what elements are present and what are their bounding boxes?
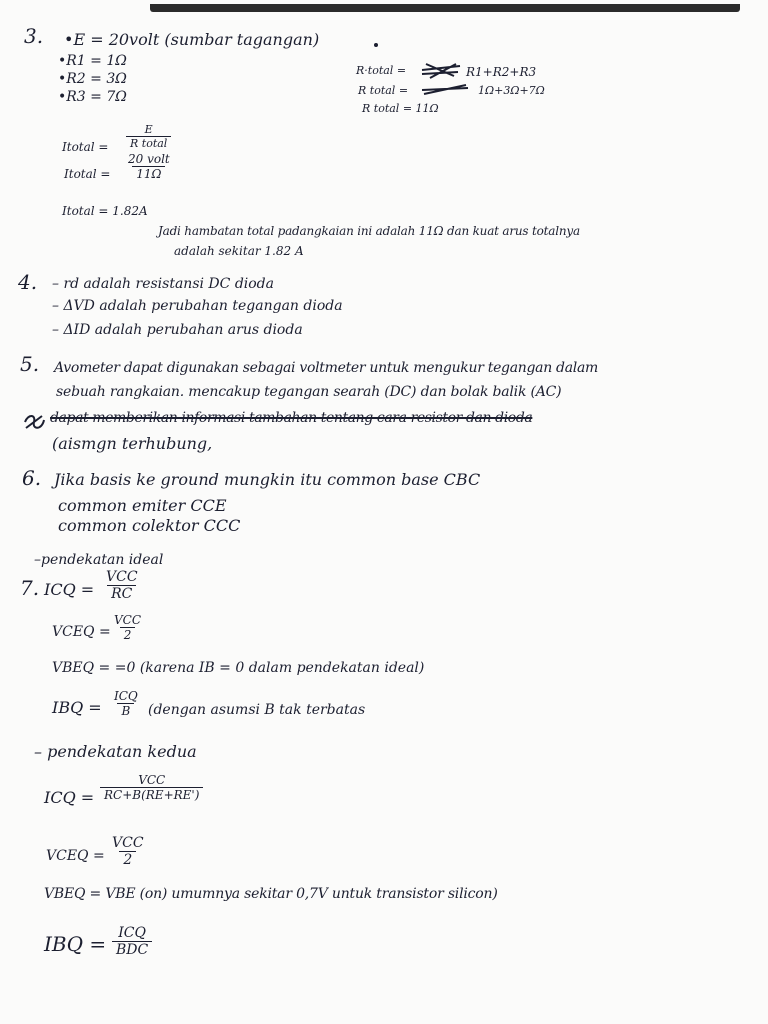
rtotal-line-3: R total = 11Ω <box>362 102 439 115</box>
fraction-denominator: BDC <box>112 941 152 958</box>
itotal-2-fraction <box>124 153 174 181</box>
fraction-numerator: VCC <box>112 835 144 851</box>
q3-conclusion-line-2: adalah sekitar 1.82 A <box>174 244 304 258</box>
ibq-note: (dengan asumsi B tak terbatas <box>148 702 366 718</box>
vbeq2-line: VBEQ = VBE (on) umumnya sekitar 0,7V untuk transistor silicon) <box>44 886 498 902</box>
q7-header-ideal: –pendekatan ideal <box>34 552 164 568</box>
q5-line-4: (aismgn terhubung, <box>52 434 213 453</box>
q4-number: 4. <box>18 270 38 294</box>
itotal-1-fraction <box>126 124 171 150</box>
fraction-numerator: VCC <box>138 773 166 787</box>
rtotal-line-2-sum: 1Ω+3Ω+7Ω <box>478 84 545 97</box>
q3-conclusion-line-1: Jadi hambatan total padangkaian ini adalah 11Ω dan kuat arus totalnya <box>158 224 580 238</box>
scribble-mark <box>22 412 48 432</box>
rtotal-line-1: R·total = <box>356 64 407 77</box>
itotal-1-lhs: Itotal = <box>62 140 109 154</box>
icq-fraction <box>102 570 142 603</box>
itotal-3: Itotal = 1.82A <box>62 204 148 218</box>
icq2-lhs: ICQ = <box>44 788 95 807</box>
q3-r3-line: •R3 = 7Ω <box>58 89 127 105</box>
fraction-numerator: VCC <box>106 569 138 585</box>
q4-line-1: – rd adalah resistansi DC dioda <box>52 276 274 292</box>
fraction-numerator: ICQ <box>118 925 146 941</box>
ibq2-lhs: IBQ = <box>44 932 107 956</box>
q4-line-3: – ΔID adalah perubahan arus dioda <box>52 322 303 338</box>
q7-number: 7. <box>20 576 40 600</box>
icq2-fraction <box>100 774 203 802</box>
itotal-2-lhs: Itotal = <box>64 167 111 181</box>
fraction-numerator: 20 volt <box>128 152 170 166</box>
fraction-denominator: 11Ω <box>132 166 165 181</box>
q3-number: 3. <box>24 24 44 48</box>
scribble-mark <box>420 60 462 80</box>
fraction-denominator: RC+B(RE+RE') <box>100 787 203 802</box>
q5-struck-line: dapat memberikan informasi tambahan tentang cara resistor dan dioda <box>50 410 533 426</box>
rtotal-line-1-sum: R1+R2+R3 <box>466 65 537 79</box>
q3-r1-line: •R1 = 1Ω <box>58 53 127 69</box>
fraction-denominator: R total <box>126 136 171 150</box>
top-edge-bar <box>150 4 740 12</box>
q3-r2-line: •R2 = 3Ω <box>58 71 127 87</box>
q6-line-2: common emiter CCE <box>58 496 227 515</box>
stray-dot <box>374 43 378 47</box>
icq-lhs: ICQ = <box>44 580 95 599</box>
fraction-denominator: B <box>117 703 134 718</box>
fraction-denominator: RC <box>107 585 136 602</box>
scribble-mark <box>420 82 470 96</box>
q5-number: 5. <box>20 352 40 376</box>
fraction-numerator: ICQ <box>114 689 138 703</box>
ibq-lhs: IBQ = <box>52 698 102 717</box>
q5-line-2: sebuah rangkaian. mencakup tegangan searah (DC) dan bolak balik (AC) <box>56 384 562 400</box>
q5-line-1: Avometer dapat digunakan sebagai voltmeter untuk mengukur tegangan dalam <box>54 360 598 376</box>
q3-e-line: •E = 20volt (sumbar tagangan) <box>64 30 320 49</box>
vceq2-lhs: VCEQ = <box>46 848 105 864</box>
rtotal-line-2: R total = <box>358 84 409 97</box>
q6-line-1: Jika basis ke ground mungkin itu common base CBC <box>54 470 481 489</box>
q6-line-3: common colektor CCC <box>58 516 241 535</box>
q4-line-2: – ΔVD adalah perubahan tegangan dioda <box>52 298 343 314</box>
q7-header-second: – pendekatan kedua <box>34 742 197 761</box>
vbeq-line: VBEQ = =0 (karena IB = 0 dalam pendekatan ideal) <box>52 660 425 676</box>
fraction-numerator: VCC <box>114 613 142 627</box>
ibq2-fraction <box>112 926 152 959</box>
fraction-numerator: E <box>144 123 153 136</box>
vceq2-fraction <box>108 836 148 869</box>
fraction-denominator: 2 <box>120 627 136 642</box>
vceq-lhs: VCEQ = <box>52 624 111 640</box>
ibq-fraction <box>110 690 142 718</box>
q6-number: 6. <box>22 466 42 490</box>
fraction-denominator: 2 <box>119 851 136 868</box>
vceq-fraction <box>110 614 145 642</box>
